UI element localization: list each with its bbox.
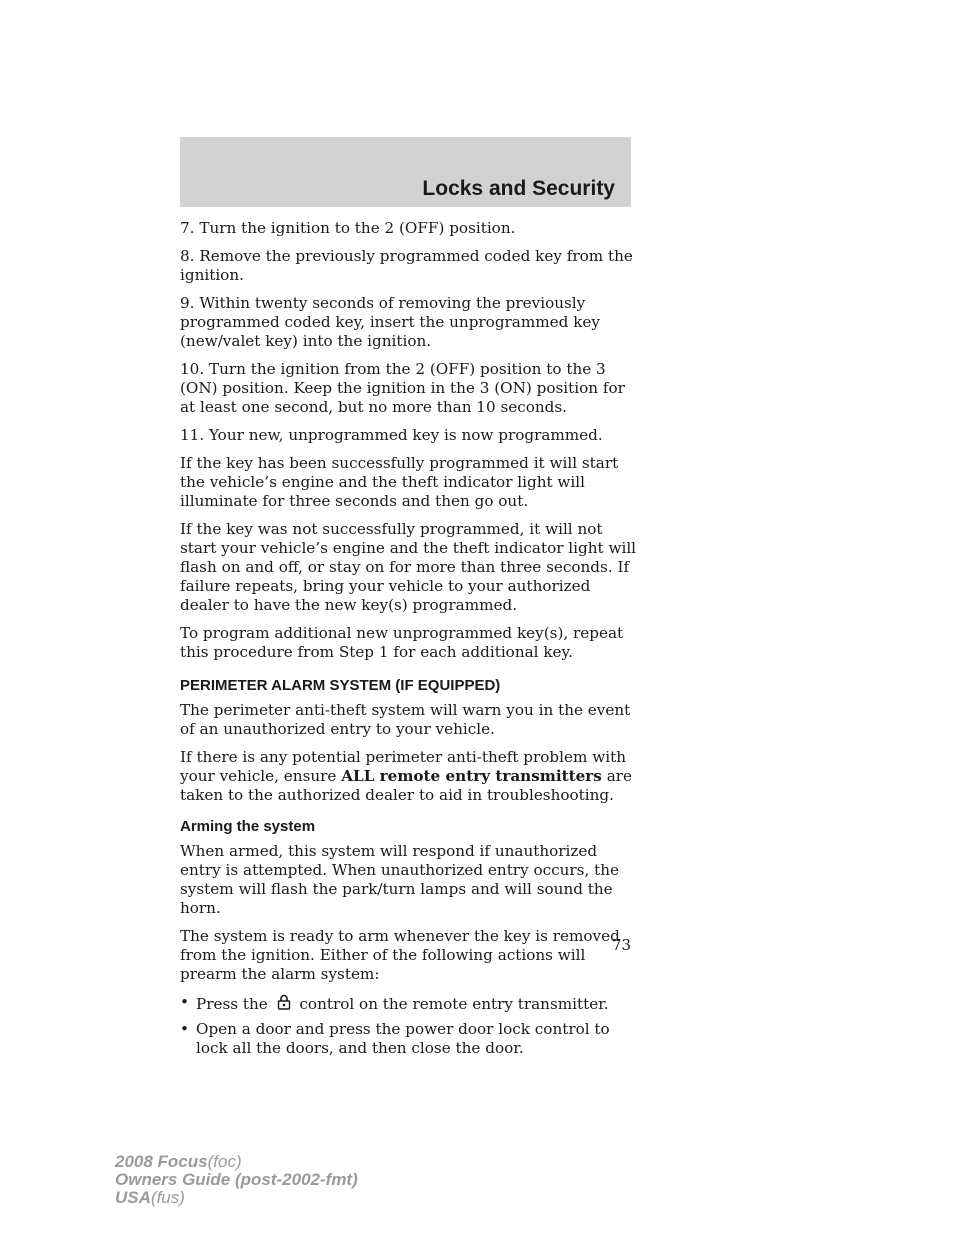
success-paragraph: If the key has been successfully programmed it will start the vehicle’s engine and the theft indicator light will illuminate for three seconds and then go out.	[180, 454, 619, 510]
perimeter-intro: The perimeter anti-theft system will warn you in the event of an unauthorized entry to your vehicle.	[180, 701, 631, 738]
bullet-dot: •	[180, 1020, 189, 1038]
page-content	[180, 219, 640, 1064]
perimeter-alarm-heading: PERIMETER ALARM SYSTEM (IF EQUIPPED)	[180, 677, 501, 694]
step-11: 11. Your new, unprogrammed key is now programmed.	[180, 426, 603, 444]
arming-ready-paragraph: The system is ready to arm whenever the key is removed from the ignition. Either of the following actions will prearm the alarm system:	[180, 927, 620, 983]
perimeter-problem-bold: ALL remote entry transmitters	[341, 767, 602, 785]
additional-keys-paragraph: To program additional new unprogrammed key(s), repeat this procedure from Step 1 for each additional key.	[180, 624, 624, 661]
bullet2-text: Open a door and press the power door lock control to lock all the doors, and then close the door.	[196, 1020, 610, 1057]
bullet1-post: control on the remote entry transmitter.	[294, 995, 609, 1013]
footer-market: USA	[115, 1188, 151, 1207]
footer-line-1	[115, 1153, 358, 1171]
step-9: 9. Within twenty seconds of removing the previously programmed coded key, insert the unprogrammed key (new/valet key) into the ignition.	[180, 294, 600, 350]
arming-armed-paragraph: When armed, this system will respond if unauthorized entry is attempted. When unauthorized entry occurs, the system will flash the park/turn lamps and will sound the horn.	[180, 842, 619, 917]
step-10: 10. Turn the ignition from the 2 (OFF) position to the 3 (ON) position. Keep the ignition in the 3 (ON) position for at least one second, but no more than 10 seconds.	[180, 360, 625, 416]
page-number: 73	[612, 936, 632, 954]
step-8: 8. Remove the previously programmed coded key from the ignition.	[180, 247, 633, 284]
arming-heading: Arming the system	[180, 818, 316, 835]
footer-model-code: (foc)	[207, 1152, 242, 1171]
failure-paragraph: If the key was not successfully programmed, it will not start your vehicle’s engine and the theft indicator light will flash on and off, or stay on for more than three seconds. If failure repeats, bring your vehicle to your authorized dealer to have the new key(s) programmed.	[180, 520, 637, 614]
perimeter-problem-post: are taken to the authorized dealer to aid in troubleshooting.	[180, 767, 633, 804]
footer-model: 2008 Focus	[115, 1152, 208, 1171]
bullet-dot: •	[180, 993, 189, 1011]
bullet1-pre: Press the	[196, 995, 273, 1013]
section-header-band	[180, 137, 631, 207]
perimeter-problem-pre: If there is any potential perimeter anti-theft problem with your vehicle, ensure	[180, 748, 626, 785]
footer-line-2: Owners Guide (post-2002-fmt)	[115, 1170, 358, 1189]
footer-market-code: (fus)	[150, 1188, 185, 1207]
arming-actions-list	[180, 993, 640, 1058]
section-title: Locks and Security	[422, 177, 615, 200]
footer-line-3	[115, 1189, 358, 1207]
list-item	[180, 993, 640, 1014]
list-item	[180, 1020, 640, 1058]
lock-icon	[275, 993, 293, 1011]
perimeter-problem-paragraph	[180, 748, 640, 805]
document-footer	[115, 1153, 358, 1207]
step-7: 7. Turn the ignition to the 2 (OFF) position.	[180, 219, 516, 237]
